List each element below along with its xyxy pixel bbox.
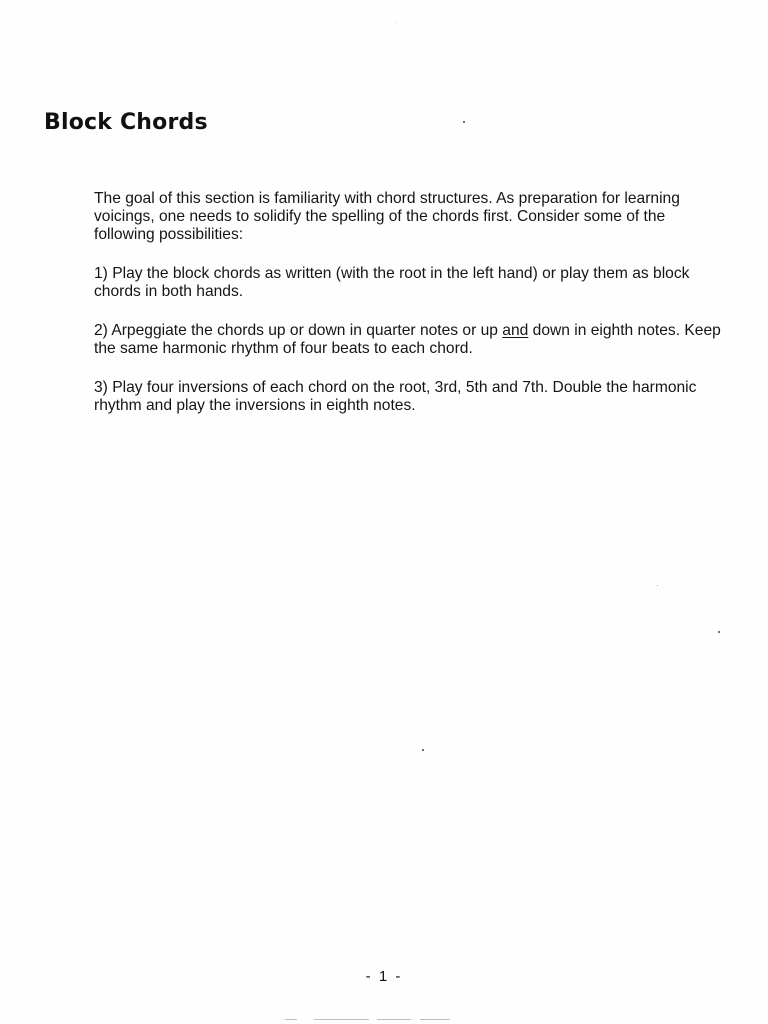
scan-speck: [396, 22, 397, 23]
list-item-3: 3) Play four inversions of each chord on the root, 3rd, 5th and 7th. Double the harmonic rhythm and play the inversions in eighth notes.: [94, 379, 697, 414]
list-item-2: [94, 322, 724, 358]
list-item-1: 1) Play the block chords as written (with the root in the left hand) or play them as block chords in both hands.: [94, 265, 690, 300]
scan-speck: [657, 585, 658, 586]
scan-smudge: [420, 1019, 450, 1020]
intro-paragraph: The goal of this section is familiarity with chord structures. As preparation for learning voicings, one needs to solidify the spelling of the chords first. Consider some of the following possibilities:: [94, 190, 680, 243]
scan-speck: [718, 631, 720, 633]
page-number: - 1 -: [365, 968, 403, 985]
list-item-2-text-end: down in eighth notes. Keep the same harmonic rhythm of four beats to each chord.: [94, 322, 721, 357]
scan-smudge: [285, 1019, 297, 1020]
scan-speck: [463, 121, 465, 123]
scan-smudge: [377, 1019, 411, 1020]
page-title: Block Chords: [44, 110, 208, 135]
underlined-emphasis: and: [502, 322, 529, 339]
scan-speck: [422, 749, 424, 751]
scan-smudge: [314, 1019, 369, 1020]
list-item-2-text-start: 2) Arpeggiate the chords up or down in quarter notes or up: [94, 322, 503, 339]
